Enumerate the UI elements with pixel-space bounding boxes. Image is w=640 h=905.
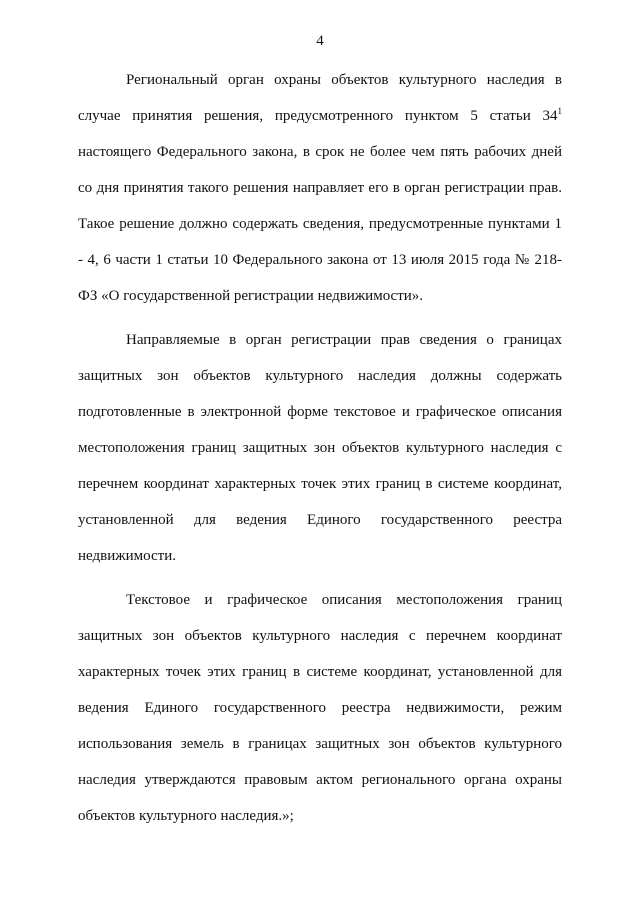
article-superscript: 1 [557, 106, 562, 116]
page-number: 4 [316, 33, 324, 49]
paragraph-3: Текстовое и графическое описания местоположения границ защитных зон объектов культурного наследия с перечнем координат характерных точек этих границ в системе координат, установленной для ведения Единого государственного реестра недвижимости, режим использования земель в границах защитных зон объектов культурного наследия утверждаются правовым актом регионального органа охраны объектов культурного наследия.»; [78, 592, 562, 824]
paragraph-2: Направляемые в орган регистрации прав сведения о границах защитных зон объектов культурного наследия должны содержать подготовленные в электронной форме текстовое и графическое описания местоположения границ защитных зон объектов культурного наследия с перечнем координат характерных точек этих границ в системе координат, установленной для ведения Единого государственного реестра недвижимости. [78, 332, 562, 564]
document-body [78, 62, 562, 842]
paragraph-1-text-start: Региональный орган охраны объектов культурного наследия в случае принятия решения, предусмотренного пунктом 5 статьи 34 [78, 72, 562, 124]
paragraph-1-text-end: настоящего Федерального закона, в срок не более чем пять рабочих дней со дня принятия такого решения направляет его в орган регистрации прав. Такое решение должно содержать сведения, предусмотренные пунктами 1 - 4, 6 части 1 статьи 10 Федерального закона от 13 июля 2015 года № 218-ФЗ «О государственной регистрации недвижимости». [78, 144, 562, 304]
paragraph-1 [78, 62, 562, 314]
